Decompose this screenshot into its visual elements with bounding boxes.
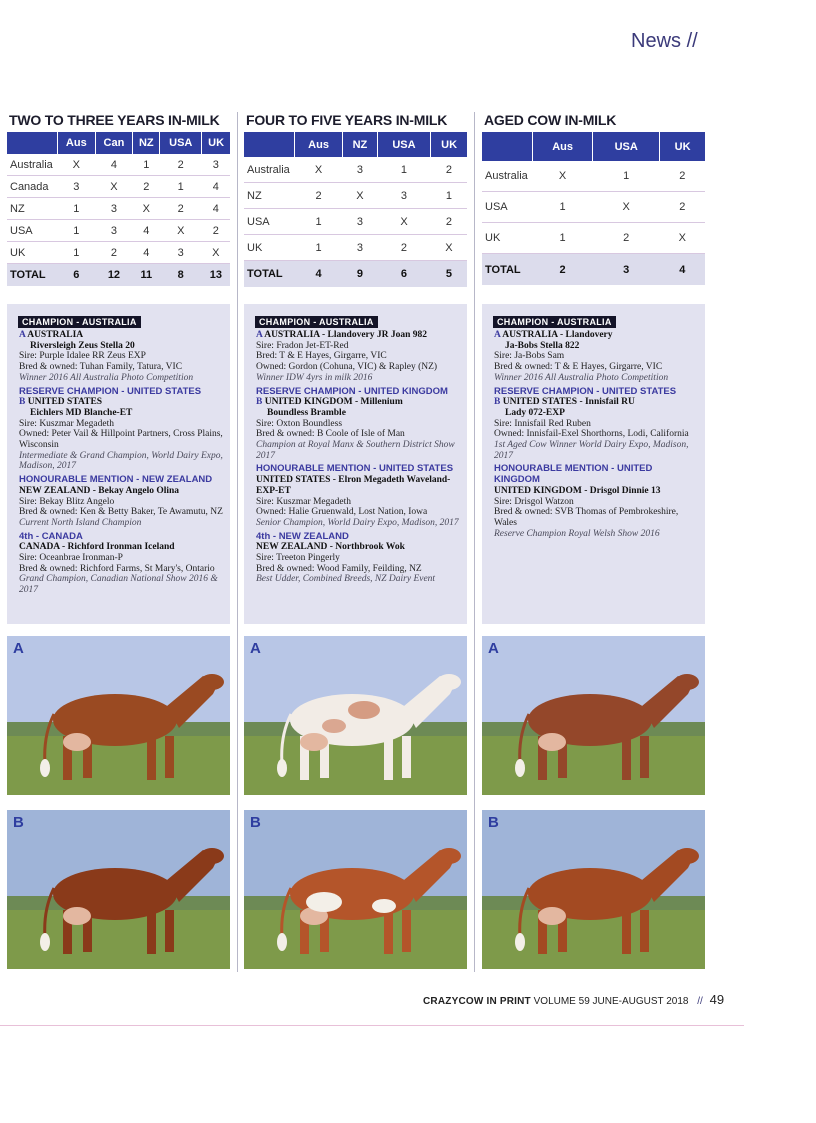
- table-cell: 2: [160, 198, 202, 220]
- entry-line: Sire: Oceanbrae Ironman-P: [19, 553, 123, 564]
- entry-letter: A: [19, 330, 26, 340]
- photo-illustration: [244, 810, 467, 969]
- table-row: [482, 192, 705, 223]
- champion-tag: CHAMPION - AUSTRALIA: [18, 316, 141, 328]
- entry-heading: HONOURABLE MENTION - UNITED STATES: [256, 463, 454, 475]
- table-cell: 2: [160, 154, 202, 176]
- entry-reserve: [7, 387, 230, 473]
- page-footer: [423, 992, 724, 1007]
- entry-name: Eichlers MD Blanche-ET: [30, 407, 133, 418]
- total-cell: 6: [58, 264, 96, 287]
- entry-line: Bred: T & E Hayes, Girgarre, VIC: [256, 351, 387, 362]
- section-label: News //: [631, 30, 698, 52]
- coat-spot: [322, 719, 346, 733]
- cow-photo: [7, 636, 230, 795]
- total-label: TOTAL: [7, 264, 58, 287]
- cow-head: [675, 674, 699, 690]
- table-cell: X: [95, 176, 133, 198]
- total-label: TOTAL: [482, 254, 533, 286]
- entry-letter: B: [19, 397, 26, 408]
- total-cell: 9: [343, 261, 378, 288]
- entry-caption: Winner 2016 All Australia Photo Competition: [19, 372, 194, 383]
- cow-leg: [147, 910, 156, 954]
- entry-line: Sire: Innisfail Red Ruben: [494, 418, 591, 429]
- column-header: NZ: [343, 132, 378, 157]
- cow-head: [200, 848, 224, 864]
- entry-letter: A: [256, 330, 263, 340]
- total-cell: 12: [95, 264, 133, 287]
- entry-champion: [244, 330, 467, 384]
- entry-line: Bred & owned: Wood Family, Feilding, NZ: [256, 563, 422, 574]
- results-panel: [244, 304, 467, 624]
- results-panel: [482, 304, 705, 624]
- table-row: [244, 183, 467, 209]
- table-row: [244, 209, 467, 235]
- entry-country: UNITED KINGDOM - Millenium: [264, 397, 403, 408]
- table-cell: 1: [533, 223, 593, 254]
- cow-udder: [300, 733, 328, 751]
- row-header: USA: [244, 209, 295, 235]
- entry-caption: Winner 2016 All Australia Photo Competition: [494, 372, 669, 383]
- entry-name: NEW ZEALAND - Northbrook Wok: [256, 542, 405, 553]
- entry-caption: Reserve Champion Royal Welsh Show 2016: [494, 528, 660, 539]
- column-header: Can: [95, 132, 133, 154]
- entry-heading: 4th - CANADA: [19, 530, 83, 542]
- cow-udder: [63, 907, 91, 925]
- table-cell: 4: [133, 220, 160, 242]
- entry-name: NEW ZEALAND - Bekay Angelo Olina: [19, 485, 180, 496]
- column-header: USA: [377, 132, 431, 157]
- table-cell: 2: [660, 161, 705, 192]
- table-cell: X: [377, 209, 431, 235]
- table-title: FOUR TO FIVE YEARS IN-MILK: [246, 112, 448, 128]
- table-cell: 1: [133, 154, 160, 176]
- entry-line: Sire: Kuszmar Megadeth: [256, 496, 351, 507]
- total-cell: 4: [660, 254, 705, 286]
- table-cell: 1: [533, 192, 593, 223]
- table-cell: 3: [377, 183, 431, 209]
- row-header: Australia: [244, 157, 295, 183]
- table-cell: 3: [202, 154, 230, 176]
- entry-country: UNITED STATES - Innisfail RU: [502, 397, 635, 408]
- coat-spot: [372, 899, 396, 913]
- row-header: USA: [482, 192, 533, 223]
- row-header: UK: [482, 223, 533, 254]
- table-cell: 2: [593, 223, 660, 254]
- entry-line: Sire: Ja-Bobs Sam: [494, 351, 565, 362]
- entry-line: Bred & owned: Ken & Betty Baker, Te Awamutu, NZ: [19, 507, 223, 518]
- page-rule: [0, 1025, 744, 1026]
- column-header: UK: [431, 132, 467, 157]
- column-header: USA: [593, 132, 660, 161]
- cow-tail-tip: [277, 759, 287, 777]
- table-row: [482, 161, 705, 192]
- cow-leg: [384, 736, 393, 780]
- cow-leg: [640, 736, 649, 778]
- results-table: [244, 132, 467, 287]
- table-cell: X: [160, 220, 202, 242]
- cow-tail-tip: [277, 933, 287, 951]
- column-header: USA: [160, 132, 202, 154]
- photo-illustration: [7, 636, 230, 795]
- entry-heading: RESERVE CHAMPION - UNITED KINGDOM: [256, 385, 448, 397]
- total-cell: 8: [160, 264, 202, 287]
- table-cell: 1: [58, 198, 96, 220]
- table-cell: 3: [58, 176, 96, 198]
- coat-spot: [348, 701, 380, 719]
- entry-caption: Intermediate & Grand Champion, World Dairy Expo, Madison, 2017: [19, 450, 223, 472]
- photo-letter: B: [250, 814, 261, 831]
- column-header: Aus: [533, 132, 593, 161]
- entry-line: Sire: Oxton Boundless: [256, 418, 343, 429]
- footer-separator: //: [697, 996, 703, 1007]
- champion-tag: CHAMPION - AUSTRALIA: [493, 316, 616, 328]
- issue-info: VOLUME 59 JUNE-AUGUST 2018: [533, 996, 689, 1007]
- table-cell: 3: [95, 198, 133, 220]
- column-header: Aus: [58, 132, 96, 154]
- cow-leg: [622, 910, 631, 954]
- results-table: [482, 132, 705, 285]
- table-cell: 4: [133, 242, 160, 264]
- row-header: USA: [7, 220, 58, 242]
- photo-letter: A: [13, 640, 24, 657]
- entry-line: Sire: Fradon Jet-ET-Red: [256, 340, 349, 351]
- table-cell: 4: [202, 176, 230, 198]
- photo-letter: A: [488, 640, 499, 657]
- column-header: UK: [202, 132, 230, 154]
- table-cell: 3: [95, 220, 133, 242]
- entry-honourable: [244, 464, 467, 528]
- table-cell: 3: [343, 209, 378, 235]
- total-row: [244, 261, 467, 288]
- page-number: 49: [709, 992, 725, 1007]
- cow-head: [200, 674, 224, 690]
- entry-name: Riversleigh Zeus Stella 20: [30, 340, 135, 351]
- row-header: UK: [244, 235, 295, 261]
- total-cell: 3: [593, 254, 660, 286]
- table-cell: 1: [160, 176, 202, 198]
- entry-name: UNITED KINGDOM - Drisgol Dinnie 13: [494, 485, 661, 496]
- table-cell: 2: [377, 235, 431, 261]
- entry-line: Owned: Halie Gruenwald, Lost Nation, Iowa: [256, 507, 428, 518]
- entry-name: CANADA - Richford Ironman Iceland: [19, 542, 175, 553]
- entry-country: AUSTRALIA - Llandovery JR Joan 982: [264, 330, 428, 340]
- entry-line: Sire: Drisgol Watzon: [494, 496, 574, 507]
- entry-line: Owned: Peter Vail & Hillpoint Partners, Cross Plains, Wisconsin: [19, 429, 223, 451]
- table-cell: 1: [593, 161, 660, 192]
- table-cell: 1: [58, 242, 96, 264]
- entry-fourth: [244, 532, 467, 586]
- entry-champion: [7, 330, 230, 384]
- entry-line: Bred & owned: Tuhan Family, Tatura, VIC: [19, 362, 183, 373]
- table-section-two-three-years: [7, 112, 230, 286]
- entry-line: Sire: Kuszmar Megadeth: [19, 418, 114, 429]
- cow-leg: [640, 910, 649, 952]
- table-cell: X: [133, 198, 160, 220]
- entry-heading: HONOURABLE MENTION - UNITED KINGDOM: [494, 463, 653, 486]
- row-header: Australia: [482, 161, 533, 192]
- photo-illustration: [482, 636, 705, 795]
- corner-header: [7, 132, 58, 154]
- entry-caption: Winner IDW 4yrs in milk 2016: [256, 372, 373, 383]
- entry-caption: Champion at Royal Manx & Southern District Show 2017: [256, 440, 455, 461]
- table-cell: 2: [133, 176, 160, 198]
- photo-letter: A: [250, 640, 261, 657]
- cow-leg: [622, 736, 631, 780]
- total-row: [7, 264, 230, 287]
- cow-photo: [482, 810, 705, 969]
- entry-name: Lady 072-EXP: [505, 407, 565, 418]
- cow-photo: [244, 636, 467, 795]
- table-row: [244, 157, 467, 183]
- total-cell: 13: [202, 264, 230, 287]
- entry-line: Sire: Bekay Blitz Angelo: [19, 496, 115, 507]
- cow-photo: [482, 636, 705, 795]
- table-cell: 1: [58, 220, 96, 242]
- entry-country: UNITED STATES: [27, 397, 103, 408]
- cow-leg: [165, 736, 174, 778]
- table-row: [7, 220, 230, 242]
- coat-spot: [306, 892, 342, 912]
- table-cell: 2: [431, 157, 467, 183]
- cow-tail-tip: [515, 933, 525, 951]
- row-header: NZ: [7, 198, 58, 220]
- cow-tail-tip: [40, 933, 50, 951]
- entry-name: UNITED STATES - Elron Megadeth Waveland-EXP-ET: [256, 475, 451, 496]
- table-section-four-five-years: [244, 112, 467, 287]
- table-cell: X: [202, 242, 230, 264]
- champion-tag: CHAMPION - AUSTRALIA: [255, 316, 378, 328]
- row-header: Canada: [7, 176, 58, 198]
- table-cell: 1: [377, 157, 431, 183]
- entry-caption: Senior Champion, World Dairy Expo, Madison, 2017: [256, 517, 459, 528]
- table-cell: 3: [160, 242, 202, 264]
- entry-line: Sire: Treeton Pingerly: [256, 553, 340, 564]
- entry-line: Bred & owned: T & E Hayes, Girgarre, VIC: [494, 362, 663, 373]
- cow-head: [437, 674, 461, 690]
- cow-leg: [402, 736, 411, 778]
- cow-leg: [402, 910, 411, 952]
- table-cell: 4: [95, 154, 133, 176]
- table-cell: X: [660, 223, 705, 254]
- entry-caption: 1st Aged Cow Winner World Dairy Expo, Madison, 2017: [494, 440, 689, 461]
- results-table: [7, 132, 230, 286]
- cow-leg: [165, 910, 174, 952]
- photo-illustration: [482, 810, 705, 969]
- entry-champion: [482, 330, 705, 384]
- table-cell: 4: [202, 198, 230, 220]
- photo-letter: B: [13, 814, 24, 831]
- cow-udder: [538, 733, 566, 751]
- row-header: NZ: [244, 183, 295, 209]
- entry-heading: 4th - NEW ZEALAND: [256, 530, 349, 542]
- entry-reserve: [482, 387, 705, 462]
- entry-line: Bred & owned: Richford Farms, St Mary's, Ontario: [19, 563, 215, 574]
- table-cell: 1: [431, 183, 467, 209]
- table-section-aged-cow: [482, 112, 705, 285]
- entry-fourth: [7, 532, 230, 596]
- column-header: NZ: [133, 132, 160, 154]
- table-cell: 3: [343, 235, 378, 261]
- entry-line: Owned: Innisfail-Exel Shorthorns, Lodi, California: [494, 429, 689, 440]
- table-row: [7, 198, 230, 220]
- cow-photo: [7, 810, 230, 969]
- entry-name: Boundless Bramble: [267, 407, 346, 418]
- table-row: [7, 154, 230, 176]
- entry-name: Ja-Bobs Stella 822: [505, 340, 580, 351]
- cow-tail-tip: [40, 759, 50, 777]
- entry-heading: HONOURABLE MENTION - NEW ZEALAND: [19, 474, 213, 486]
- entry-country: AUSTRALIA - Llandovery: [502, 330, 613, 340]
- corner-header: [244, 132, 295, 157]
- table-cell: X: [295, 157, 343, 183]
- entry-reserve: [244, 387, 467, 462]
- photo-letter: B: [488, 814, 499, 831]
- total-label: TOTAL: [244, 261, 295, 288]
- magazine-name: CRAZYCOW IN PRINT: [423, 996, 531, 1007]
- table-row: [7, 242, 230, 264]
- photo-illustration: [7, 810, 230, 969]
- cow-head: [437, 848, 461, 864]
- table-cell: 2: [202, 220, 230, 242]
- entry-letter: B: [494, 397, 501, 408]
- total-cell: 4: [295, 261, 343, 288]
- total-row: [482, 254, 705, 286]
- total-cell: 5: [431, 261, 467, 288]
- table-title: AGED COW IN-MILK: [484, 112, 617, 128]
- entry-line: Bred & owned: SVB Thomas of Pembrokeshire, Wales: [494, 507, 679, 528]
- entry-honourable: [482, 464, 705, 539]
- column-header: Aus: [295, 132, 343, 157]
- entry-caption: Grand Champion, Canadian National Show 2016 & 2017: [19, 574, 218, 596]
- entry-caption: Current North Island Champion: [19, 517, 142, 528]
- column-divider: [474, 112, 475, 972]
- table-cell: 2: [660, 192, 705, 223]
- column-divider: [237, 112, 238, 972]
- cow-leg: [147, 736, 156, 780]
- table-cell: X: [343, 183, 378, 209]
- cow-photo: [244, 810, 467, 969]
- entry-line: Owned: Gordon (Cohuna, VIC) & Rapley (NZ): [256, 362, 438, 373]
- table-row: [7, 176, 230, 198]
- table-cell: 1: [295, 235, 343, 261]
- corner-header: [482, 132, 533, 161]
- cow-udder: [63, 733, 91, 751]
- cow-leg: [384, 910, 393, 954]
- row-header: UK: [7, 242, 58, 264]
- total-cell: 2: [533, 254, 593, 286]
- entry-honourable: [7, 475, 230, 529]
- row-header: Australia: [7, 154, 58, 176]
- table-cell: X: [431, 235, 467, 261]
- results-panel: [7, 304, 230, 624]
- table-cell: 1: [295, 209, 343, 235]
- table-cell: 2: [95, 242, 133, 264]
- entry-country: AUSTRALIA: [27, 330, 84, 340]
- total-cell: 6: [377, 261, 431, 288]
- total-cell: 11: [133, 264, 160, 287]
- table-cell: X: [58, 154, 96, 176]
- table-cell: X: [533, 161, 593, 192]
- cow-tail-tip: [515, 759, 525, 777]
- cow-udder: [538, 907, 566, 925]
- entry-line: Sire: Purple Idalee RR Zeus EXP: [19, 351, 146, 362]
- table-row: [244, 235, 467, 261]
- table-cell: X: [593, 192, 660, 223]
- table-row: [482, 223, 705, 254]
- cow-head: [675, 848, 699, 864]
- entry-letter: A: [494, 330, 501, 340]
- entry-caption: Best Udder, Combined Breeds, NZ Dairy Event: [256, 574, 436, 585]
- entry-heading: RESERVE CHAMPION - UNITED STATES: [19, 385, 202, 397]
- entry-letter: B: [256, 397, 263, 408]
- entry-heading: RESERVE CHAMPION - UNITED STATES: [494, 385, 677, 397]
- table-title: TWO TO THREE YEARS IN-MILK: [9, 112, 220, 128]
- table-cell: 3: [343, 157, 378, 183]
- column-header: UK: [660, 132, 705, 161]
- table-cell: 2: [431, 209, 467, 235]
- photo-illustration: [244, 636, 467, 795]
- table-cell: 2: [295, 183, 343, 209]
- entry-line: Bred & owned: B Coole of Isle of Man: [256, 429, 405, 440]
